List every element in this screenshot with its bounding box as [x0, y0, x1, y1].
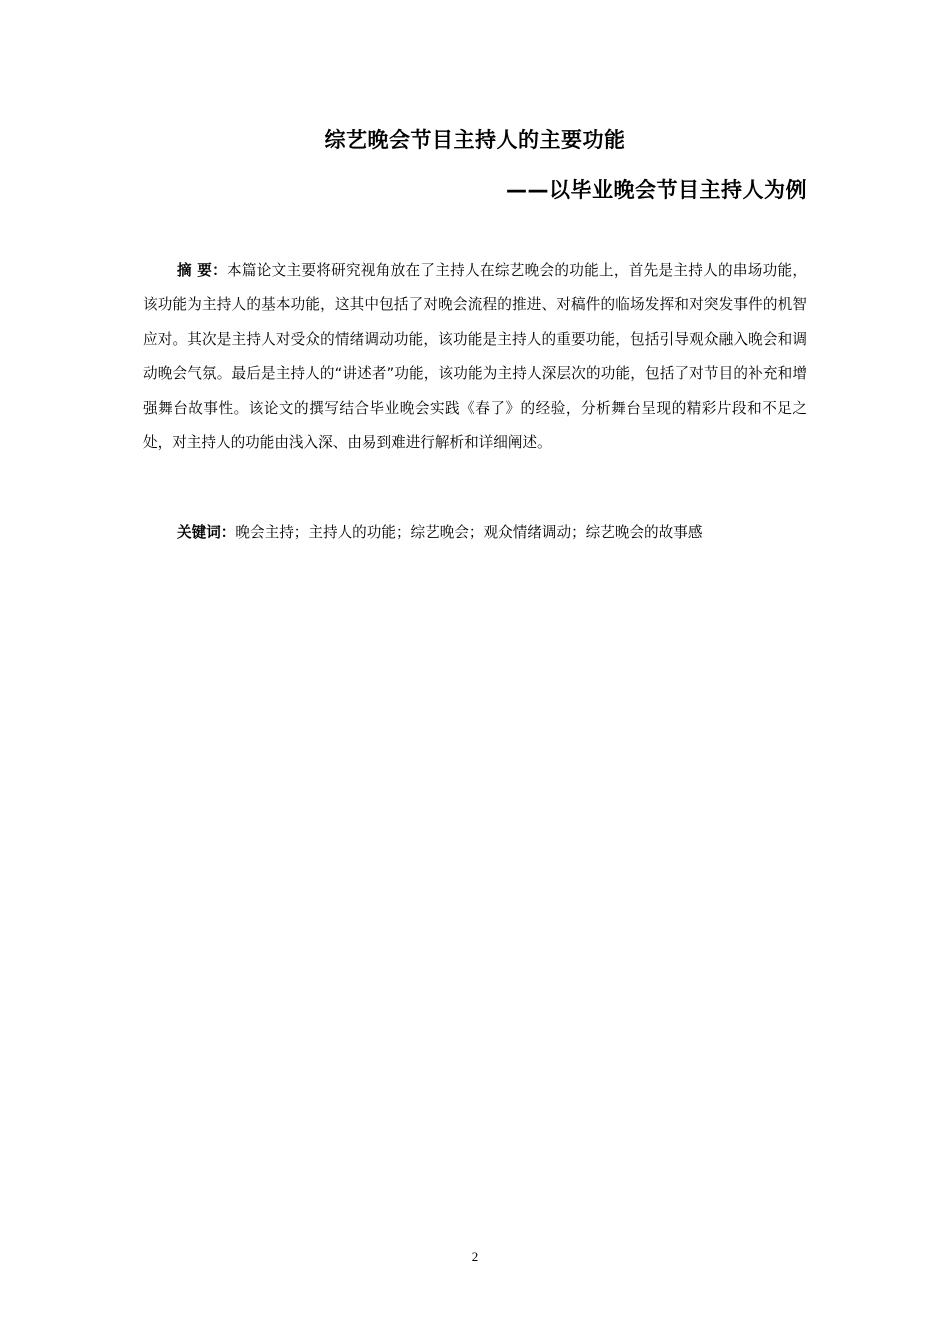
document-subtitle: ——以毕业晚会节目主持人为例 [506, 178, 807, 202]
keywords-paragraph [177, 516, 817, 550]
keywords-label: 关键词 [177, 524, 221, 541]
page-number: 2 [471, 1249, 479, 1264]
abstract-text: 本篇论文主要将研究视角放在了主持人在综艺晚会的功能上，首先是主持人的串场功能，该功能为主持人的基本功能，这其中包括了对晚会流程的推进、对稿件的临场发挥和对突发事件的机智应对。其次是主持人对受众的情绪调动功能，该功能是主持人的重要功能，包括引导观众融入晚会和调动晚会气氛。最后是主持人的“讲述者”功能，该功能为主持人深层次的功能，包括了对节目的补充和增强舞台故事性。该论文的撰写结合毕业晚会实践《春了》的经验，分析舞台呈现的精彩片段和不足之处，对主持人的功能由浅入深、由易到难进行解析和详细阐述。 [143, 262, 807, 452]
document-title: 综艺晚会节目主持人的主要功能 [324, 128, 626, 152]
keywords-text: 晚会主持；主持人的功能；综艺晚会；观众情绪调动；综艺晚会的故事感 [235, 524, 703, 541]
abstract-label-colon: ： [212, 262, 228, 279]
keywords-label-colon: ： [220, 524, 236, 541]
abstract-label: 摘 要 [177, 262, 213, 279]
abstract-paragraph [143, 254, 807, 460]
